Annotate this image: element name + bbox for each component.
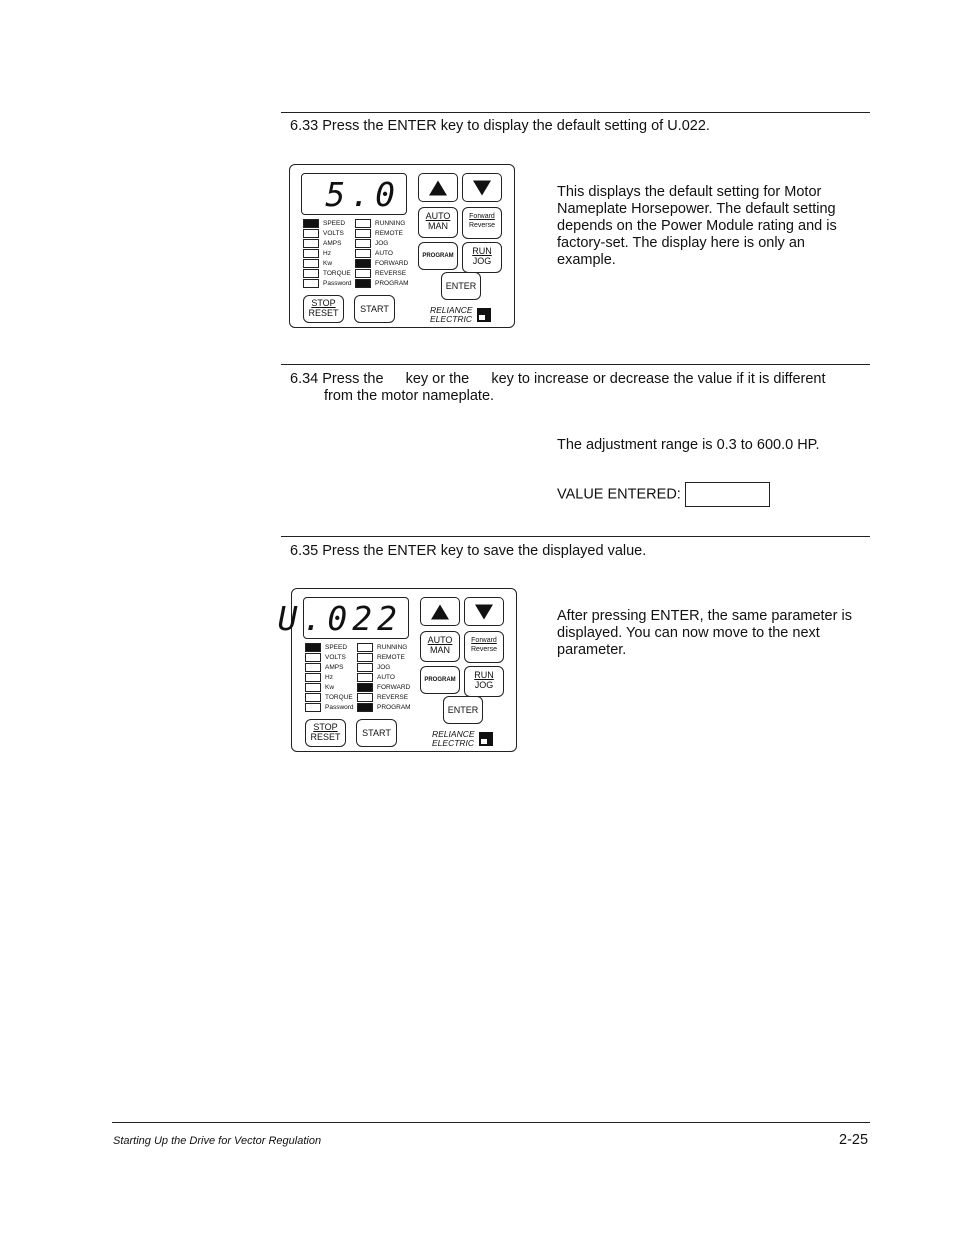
enter-key: ENTER	[441, 272, 481, 300]
led-indicator	[305, 663, 321, 672]
led-indicator	[357, 673, 373, 682]
led-amps: AMPS	[303, 239, 341, 249]
led-indicator	[305, 683, 321, 692]
led-indicator	[305, 653, 321, 662]
step-text: Press the ENTER key to display the default setting of U.022.	[322, 118, 710, 134]
led-indicator	[303, 279, 319, 288]
led-auto: AUTO	[355, 249, 393, 259]
program-key: PROGRAM	[420, 666, 460, 694]
led-password: Password	[305, 703, 354, 713]
led-reverse: REVERSE	[355, 269, 406, 279]
reliance-electric-logo: RELIANCE ELECTRIC	[432, 729, 475, 748]
led-indicator	[355, 229, 371, 238]
step-6-35	[290, 543, 646, 560]
step-6-34	[290, 371, 870, 388]
keypad-display: 5.0	[301, 173, 407, 215]
led-indicator	[305, 703, 321, 712]
led-indicator	[303, 229, 319, 238]
up-arrow-key	[418, 173, 458, 202]
section-divider	[281, 112, 870, 113]
value-entered-label: VALUE ENTERED:	[557, 486, 681, 503]
program-key: PROGRAM	[418, 242, 458, 270]
led-indicator	[357, 643, 373, 652]
led-jog: JOG	[357, 663, 390, 673]
brand-mark-icon	[477, 308, 491, 322]
led-indicator	[355, 259, 371, 268]
led-speed: SPEED	[305, 643, 347, 653]
led-auto: AUTO	[357, 673, 395, 683]
step-text-part-3: key to increase or decrease the value if it is different	[491, 371, 826, 387]
led-indicator	[357, 693, 373, 702]
step-number: 6.34	[290, 371, 319, 387]
step-text-part-1: Press the	[322, 371, 384, 387]
keypad-illustration	[277, 588, 517, 752]
step-number: 6.35	[290, 543, 319, 559]
led-running: RUNNING	[355, 219, 405, 229]
value-entered-box	[685, 482, 770, 507]
section-divider	[281, 536, 870, 537]
up-arrow-icon	[431, 604, 449, 619]
auto-man-key: AUTO MAN	[418, 207, 458, 238]
run-jog-key: RUN JOG	[464, 666, 504, 697]
page-number: 2-25	[839, 1132, 869, 1148]
led-indicator	[303, 219, 319, 228]
step-note: After pressing ENTER, the same parameter is displayed. You can now move to the next parameter.	[557, 608, 852, 658]
led-indicator	[357, 663, 373, 672]
forward-reverse-key: Forward Reverse	[462, 207, 502, 239]
value-entered	[557, 482, 770, 507]
led-torque: TORQUE	[303, 269, 351, 279]
led-indicator	[357, 703, 373, 712]
led-running: RUNNING	[357, 643, 407, 653]
led-speed: SPEED	[303, 219, 345, 229]
keypad-display: U.022	[303, 597, 409, 639]
start-key: START	[354, 295, 395, 323]
led-reverse: REVERSE	[357, 693, 408, 703]
led-amps: AMPS	[305, 663, 343, 673]
keypad-illustration	[289, 164, 515, 328]
led-volts: VOLTS	[305, 653, 346, 663]
step-text: Press the ENTER key to save the displayed value.	[322, 543, 647, 559]
led-remote: REMOTE	[355, 229, 403, 239]
reliance-electric-logo: RELIANCE ELECTRIC	[430, 305, 473, 324]
led-kw: Kw	[303, 259, 332, 269]
led-indicator	[355, 239, 371, 248]
footer-divider	[112, 1122, 870, 1123]
up-arrow-key	[420, 597, 460, 626]
led-indicator	[303, 239, 319, 248]
brand-mark-icon	[479, 732, 493, 746]
led-indicator	[305, 643, 321, 652]
led-hz: Hz	[303, 249, 331, 259]
start-key: START	[356, 719, 397, 747]
led-indicator	[355, 219, 371, 228]
down-arrow-icon	[475, 604, 493, 619]
down-arrow-key	[462, 173, 502, 202]
section-divider	[281, 364, 870, 365]
led-indicator	[305, 673, 321, 682]
step-note: The adjustment range is 0.3 to 600.0 HP.	[557, 437, 820, 453]
led-indicator	[303, 269, 319, 278]
step-text-part-2: key or the	[405, 371, 470, 387]
enter-key: ENTER	[443, 696, 483, 724]
up-arrow-icon	[429, 180, 447, 195]
led-indicator	[355, 269, 371, 278]
led-password: Password	[303, 279, 352, 289]
led-indicator	[303, 249, 319, 258]
led-indicator	[355, 249, 371, 258]
step-number: 6.33	[290, 118, 319, 134]
led-indicator	[357, 653, 373, 662]
down-arrow-icon	[473, 180, 491, 195]
led-kw: Kw	[305, 683, 334, 693]
led-indicator	[305, 693, 321, 702]
led-forward: FORWARD	[355, 259, 408, 269]
led-program: PROGRAM	[355, 279, 409, 289]
auto-man-key: AUTO MAN	[420, 631, 460, 662]
step-note: This displays the default setting for Motor Nameplate Horsepower. The default setting depends on the Power Module rating and is factory-set. The display here is only an example.	[557, 184, 837, 268]
led-torque: TORQUE	[305, 693, 353, 703]
led-volts: VOLTS	[303, 229, 344, 239]
led-hz: Hz	[305, 673, 333, 683]
led-remote: REMOTE	[357, 653, 405, 663]
stop-reset-key: STOP RESET	[303, 295, 344, 323]
stop-reset-key: STOP RESET	[305, 719, 346, 747]
led-indicator	[357, 683, 373, 692]
step-continuation: from the motor nameplate.	[324, 388, 495, 404]
step-6-33	[290, 118, 710, 135]
run-jog-key: RUN JOG	[462, 242, 502, 273]
forward-reverse-key: Forward Reverse	[464, 631, 504, 663]
footer-title: Starting Up the Drive for Vector Regulation	[113, 1135, 322, 1147]
down-arrow-key	[464, 597, 504, 626]
led-program: PROGRAM	[357, 703, 411, 713]
led-indicator	[355, 279, 371, 288]
led-indicator	[303, 259, 319, 268]
led-forward: FORWARD	[357, 683, 410, 693]
led-jog: JOG	[355, 239, 388, 249]
